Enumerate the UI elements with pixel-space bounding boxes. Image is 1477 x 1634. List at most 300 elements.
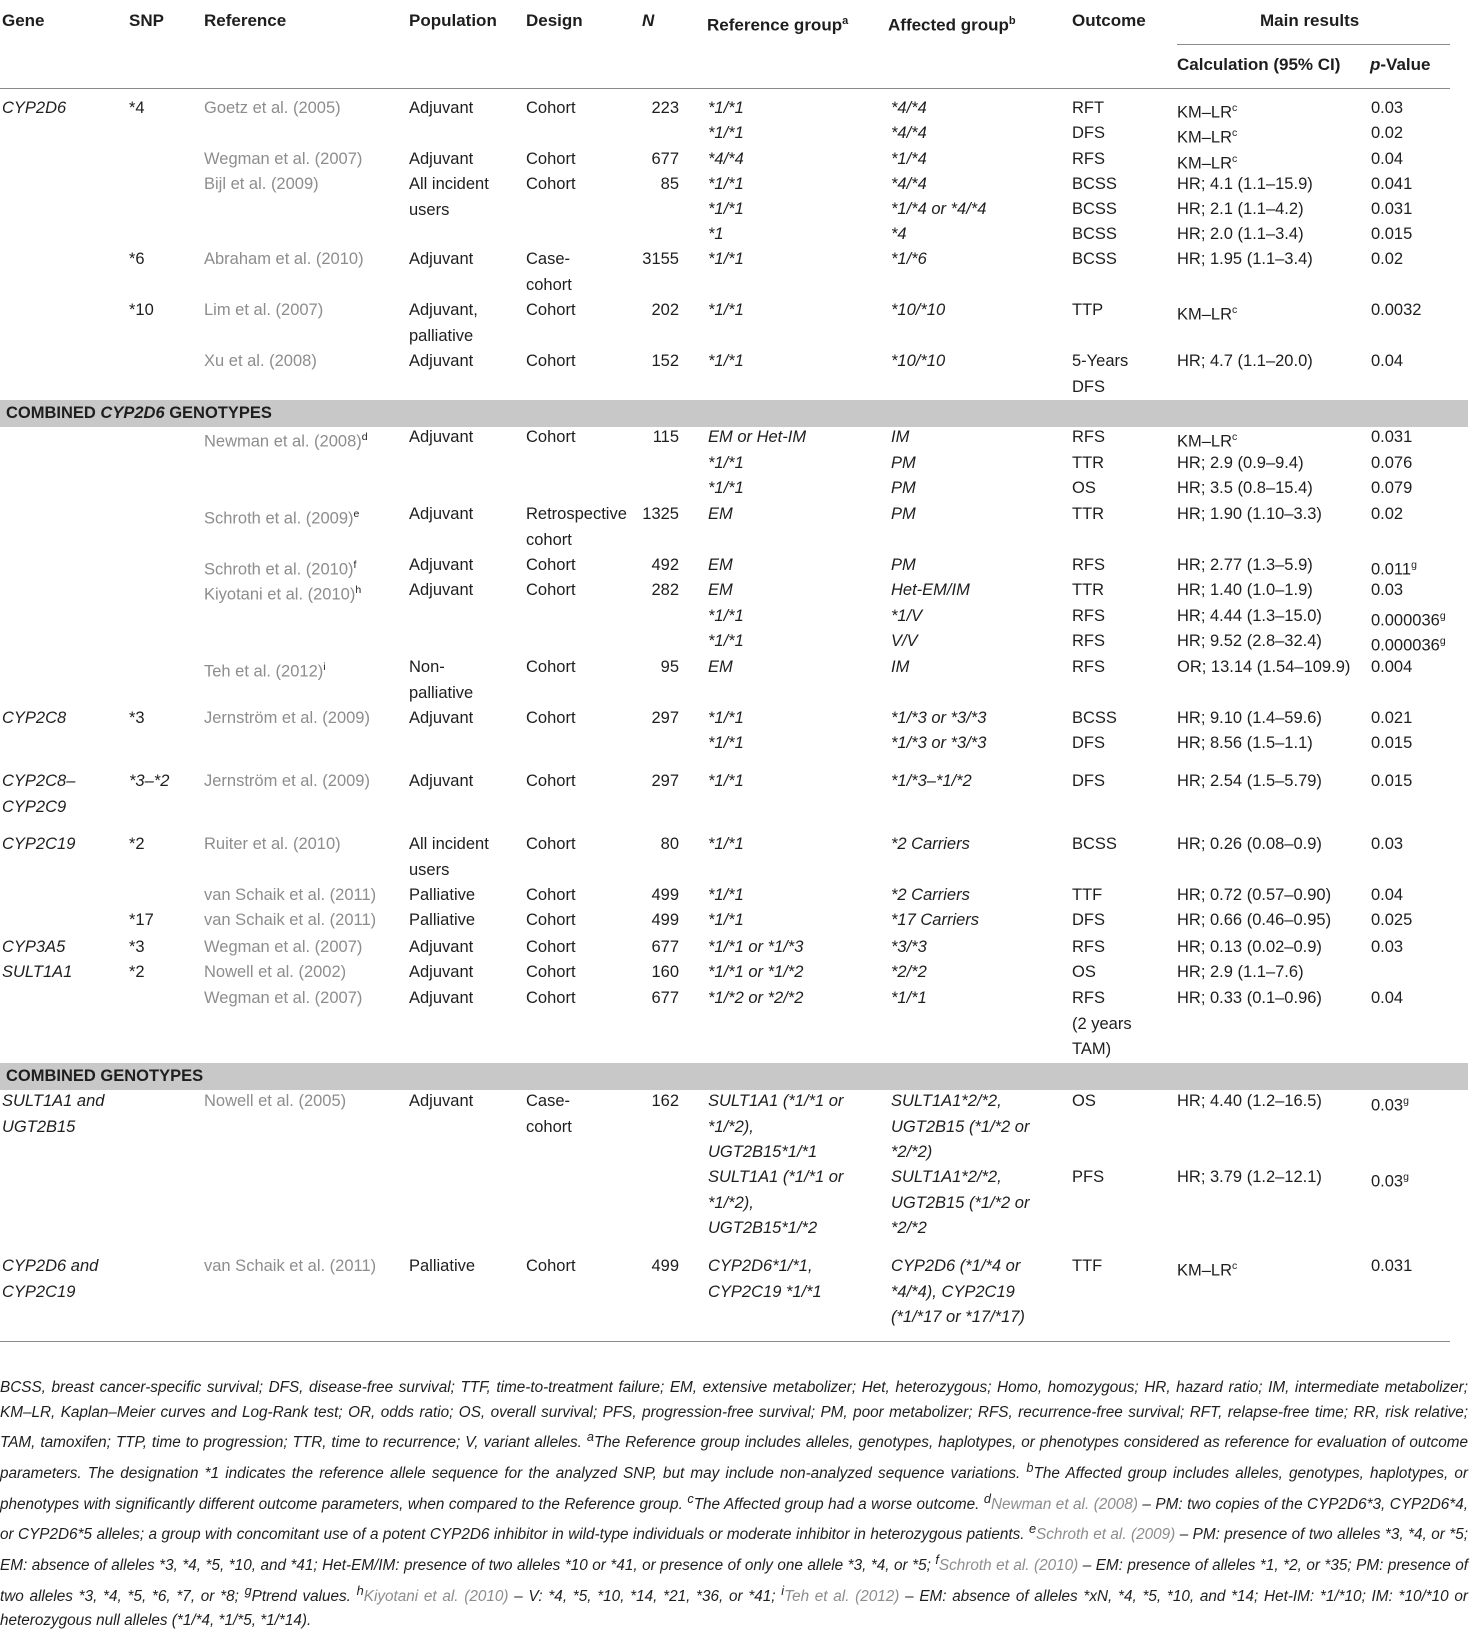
cell-design: Cohort — [526, 581, 576, 599]
cell-gene: CYP3A5 — [2, 938, 66, 956]
cell-outcome: DFS — [1072, 911, 1105, 929]
cell-p: 0.031 — [1371, 200, 1413, 218]
cell-ag: *2/*2) — [891, 1143, 933, 1162]
cell-gene: CYP2D6 and — [2, 1257, 99, 1275]
cell-rg: *1/*1 — [708, 250, 744, 268]
cell-calc: $KM-LR^c$ — [1177, 1260, 1238, 1280]
cell-calc: $KM-LR^c$ — [1177, 127, 1238, 147]
cell-pop: Adjuvant — [409, 772, 474, 790]
cell-p: 0.03 — [1371, 835, 1404, 853]
cell-pop: Adjuvant — [409, 428, 474, 446]
cell-rg: CYP2D6*1/*1, — [708, 1257, 813, 1275]
cell-ag: *2/*2 — [891, 963, 927, 981]
cell-rg: *1 — [708, 225, 724, 243]
cell-p: 0.031 — [1371, 1257, 1413, 1275]
cell-outcome: 5-Years — [1072, 352, 1129, 370]
cell-design: cohort — [526, 530, 572, 549]
cell-calc: HR; 0.13 (0.02–0.9) — [1177, 938, 1322, 956]
cell-gene: CYP2C19 — [2, 1282, 76, 1301]
cell-ref[interactable]: Jernström et al. (2009) — [204, 709, 370, 727]
cell-rg: EM or Het-IM — [708, 428, 807, 446]
cell-ref[interactable]: Wegman et al. (2007) — [204, 938, 363, 956]
cell-design: Cohort — [526, 938, 576, 956]
cell-p: 0.02 — [1371, 124, 1404, 142]
cell-n: 152 — [651, 352, 679, 370]
footnote-f: – EM: presence of alleles *1, *2, or *35; PM: presence of two alleles *3, *4, *5, *6, *7, or *8; — [0, 1557, 1469, 1605]
cell-ag: IM — [891, 658, 910, 676]
cell-n: 499 — [651, 886, 679, 904]
cell-p: 0.025 — [1371, 911, 1413, 929]
cell-rg: EM — [708, 556, 733, 574]
cell-p: 0.000036$^g$ — [1371, 610, 1446, 630]
cell-n: 202 — [651, 301, 679, 319]
cell-pop: Adjuvant — [409, 505, 474, 523]
cell-design: Case- — [526, 1092, 571, 1110]
cell-gene: CYP2D6 — [2, 99, 67, 117]
header-reference-group: Reference group$^a$ — [707, 15, 849, 35]
cell-p: 0.015 — [1371, 734, 1413, 752]
cell-rg: *1/*1 — [708, 607, 744, 625]
cell-snp: *3 — [129, 938, 145, 956]
cell-outcome: OS — [1072, 963, 1096, 981]
cell-outcome: TTR — [1072, 581, 1105, 599]
cell-ref[interactable]: Nowell et al. (2005) — [204, 1092, 347, 1110]
footnote-f-link[interactable]: Schroth et al. (2010) — [938, 1557, 1079, 1575]
cell-p: 0.004 — [1371, 658, 1413, 676]
header-population: Population — [409, 11, 497, 30]
cell-ag: *1/*3 or *3/*3 — [891, 734, 987, 752]
cell-pop: Palliative — [409, 886, 476, 904]
cell-ref[interactable]: van Schaik et al. (2011) — [204, 911, 377, 929]
cell-ref[interactable]: Abraham et al. (2010) — [204, 250, 364, 268]
cell-outcome: TAM) — [1072, 1040, 1112, 1059]
cell-outcome: TTR — [1072, 505, 1105, 523]
cell-rg: *4/*4 — [708, 150, 744, 168]
footnote-b: The Affected group includes alleles, genotypes, haplotypes, or phenotypes with significantly different outcome parameters, when compared to the Reference group. — [0, 1464, 1468, 1513]
cell-calc: HR; 2.54 (1.5–5.79) — [1177, 772, 1322, 790]
cell-rg: *1/*1 — [708, 175, 744, 193]
section-combined-genotypes: COMBINED GENOTYPES — [0, 1063, 1468, 1090]
cell-gene: CYP2C8 — [2, 709, 67, 727]
cell-design: cohort — [526, 1117, 572, 1136]
cell-n: 162 — [651, 1092, 679, 1110]
cell-p: 0.000036$^g$ — [1371, 635, 1446, 655]
cell-pop: Adjuvant — [409, 989, 474, 1007]
cell-snp: *2 — [129, 963, 145, 981]
cell-snp: *3–*2 — [129, 772, 170, 790]
cell-calc: HR; 1.95 (1.1–3.4) — [1177, 250, 1313, 268]
footnote-h-link[interactable]: Kiyotani et al. (2010) — [363, 1587, 509, 1605]
cell-p: 0.02 — [1371, 250, 1404, 268]
cell-ag: *1/V — [891, 607, 923, 625]
cell-outcome: RFS — [1072, 556, 1105, 574]
cell-calc: HR; 0.72 (0.57–0.90) — [1177, 886, 1332, 904]
cell-ag: V/V — [891, 632, 918, 650]
cell-rg: *1/*2 or *2/*2 — [708, 989, 804, 1007]
cell-outcome: BCSS — [1072, 835, 1117, 853]
footnote-g: Ptrend values. — [251, 1587, 351, 1605]
header-calculation: Calculation (95% CI) — [1177, 55, 1341, 74]
cell-p: 0.03$^g$ — [1371, 1095, 1409, 1115]
cell-n: 95 — [660, 658, 679, 676]
cell-ag: *4/*4 — [891, 175, 927, 193]
cell-calc: HR; 1.90 (1.10–3.3) — [1177, 505, 1322, 523]
cell-gene: CYP2C9 — [2, 797, 67, 816]
cell-snp: *17 — [129, 911, 154, 929]
footnote-i: – EM: absence of alleles *xN, *4, *5, *10, and *14; Het-IM: *1/*10; IM: *10/*10 or heterozygous null alleles (*1/*4, *1/*5, *1/*14). — [0, 1587, 1469, 1630]
footnote-d: – PM: two copies of the CYP2D6*3, CYP2D6*4, or CYP2D6*5 alleles; a group with concomitant use of a potent CYP2D6 inhibitor in wild-type individuals or moderate inhibitor in heterozygous patients. — [0, 1495, 1468, 1544]
cell-calc: HR; 4.1 (1.1–15.9) — [1177, 175, 1313, 193]
cell-gene: CYP2C8– — [2, 772, 76, 790]
cell-pop: Palliative — [409, 911, 476, 929]
cell-calc: HR; 3.5 (0.8–15.4) — [1177, 479, 1313, 497]
cell-design: Cohort — [526, 835, 576, 853]
cell-ref[interactable]: van Schaik et al. (2011) — [204, 1257, 377, 1275]
cell-outcome: TTR — [1072, 454, 1105, 472]
cell-snp: *6 — [129, 250, 145, 268]
cell-pop: Palliative — [409, 1257, 476, 1275]
cell-p: 0.076 — [1371, 454, 1413, 472]
cell-outcome: TTF — [1072, 886, 1103, 904]
header-reference: Reference — [204, 11, 287, 30]
header-n: N — [642, 11, 655, 30]
cell-rg: *1/*1 — [708, 835, 744, 853]
cell-rg: *1/*1 — [708, 911, 744, 929]
cell-calc: $KM-LR^c$ — [1177, 153, 1238, 173]
cell-rg: *1/*1 — [708, 479, 744, 497]
cell-gene: SULT1A1 — [2, 963, 73, 981]
cell-calc: HR; 3.79 (1.2–12.1) — [1177, 1168, 1322, 1186]
cell-ag: *1/*4 or *4/*4 — [891, 200, 987, 218]
cell-design: Case- — [526, 250, 571, 268]
cell-outcome: OS — [1072, 479, 1096, 497]
cell-ag: *1/*4 — [891, 150, 927, 168]
cell-design: Cohort — [526, 301, 576, 319]
cell-outcome: (2 years — [1072, 1014, 1132, 1033]
cell-ref[interactable]: Wegman et al. (2007) — [204, 989, 363, 1007]
cell-p: 0.011$^g$ — [1371, 559, 1417, 579]
cell-rg: SULT1A1 (*1/*1 or — [708, 1168, 844, 1186]
cell-p: 0.079 — [1371, 479, 1413, 497]
cell-outcome: RFS — [1072, 150, 1105, 168]
cell-outcome: TTP — [1072, 301, 1104, 319]
cell-n: 297 — [651, 772, 679, 790]
cell-design: Cohort — [526, 772, 576, 790]
cell-snp: *3 — [129, 709, 145, 727]
cell-ag: Het-EM/IM — [891, 581, 970, 599]
cell-p: 0.04 — [1371, 989, 1404, 1007]
cell-pop: Adjuvant — [409, 556, 474, 574]
cell-design: Retrospective — [526, 505, 627, 523]
cell-n: 1325 — [642, 505, 679, 523]
cell-ag: SULT1A1*2/*2, — [891, 1092, 1002, 1110]
cell-n: 80 — [660, 835, 679, 853]
cell-n: 3155 — [642, 250, 679, 268]
cell-p: 0.02 — [1371, 505, 1404, 523]
cell-design: Cohort — [526, 150, 576, 168]
cell-rg: EM — [708, 505, 733, 523]
cell-design: cohort — [526, 275, 572, 294]
cell-ag: CYP2D6 (*1/*4 or — [891, 1257, 1021, 1275]
cell-pop: Non- — [409, 658, 445, 676]
cell-rg: *1/*1 or *1/*3 — [708, 938, 804, 956]
cell-outcome: RFS — [1072, 989, 1105, 1007]
cell-ag: *4/*4 — [891, 124, 927, 142]
cell-p: 0.03 — [1371, 99, 1404, 117]
cell-n: 677 — [651, 989, 679, 1007]
cell-ref[interactable]: Nowell et al. (2002) — [204, 963, 347, 981]
cell-ag: PM — [891, 454, 916, 472]
footnote-d-link[interactable]: Newman et al. (2008) — [990, 1495, 1138, 1513]
cell-rg: *1/*1 — [708, 734, 744, 752]
cell-pop: Adjuvant — [409, 352, 474, 370]
cell-p: 0.031 — [1371, 428, 1413, 446]
cell-ag: PM — [891, 505, 916, 523]
cell-ag: *2/*2 — [891, 1219, 927, 1238]
cell-rg: UGT2B15*1/*1 — [708, 1143, 818, 1162]
header-design: Design — [526, 11, 583, 30]
footnote-abbreviations: BCSS, breast cancer-specific survival; DFS, disease-free survival; TTF, time-to-treatment failure; EM, extensive metabolizer; Het, heterozygous; Homo, homozygous; HR, hazard ratio; IM, intermediate metabolizer; KM–LR, Kaplan–Meier curves and Log-Rank test; OR, odds ratio; OS, overall survival; PFS, progression-free survival; PM, poor metabolizer; RFS, recurrence-free survival; RFT, relapse-free time; RR, risk relative; TAM, tamoxifen; TTP, time to progression; TTR, time to recurrence; V, variant alleles. — [0, 1379, 1468, 1452]
cell-outcome: BCSS — [1072, 225, 1117, 243]
cell-outcome: RFS — [1072, 632, 1105, 650]
cell-n: 223 — [651, 99, 679, 117]
cell-ag: *4/*4 — [891, 99, 927, 117]
cell-outcome: RFS — [1072, 607, 1105, 625]
cell-gene: CYP2C19 — [2, 835, 76, 853]
cell-ag: *4/*4), CYP2C19 — [891, 1282, 1015, 1301]
cell-calc: HR; 8.56 (1.5–1.1) — [1177, 734, 1313, 752]
cell-outcome: PFS — [1072, 1168, 1105, 1186]
cell-pop: palliative — [409, 683, 474, 702]
cell-n: 297 — [651, 709, 679, 727]
cell-design: Cohort — [526, 911, 576, 929]
header-gene: Gene — [2, 11, 45, 30]
cell-ag: *1/*6 — [891, 250, 927, 268]
header-snp: SNP — [129, 11, 164, 30]
cell-design: Cohort — [526, 99, 576, 117]
cell-ref[interactable]: Lim et al. (2007) — [204, 301, 324, 319]
cell-calc: HR; 2.77 (1.3–5.9) — [1177, 556, 1313, 574]
cell-calc: HR; 4.40 (1.2–16.5) — [1177, 1092, 1322, 1110]
cell-calc: HR; 0.33 (0.1–0.96) — [1177, 989, 1322, 1007]
cell-ag: *2 Carriers — [891, 886, 970, 904]
cell-p: 0.021 — [1371, 709, 1413, 727]
cell-pop: Adjuvant — [409, 150, 474, 168]
cell-rg: *1/*1 — [708, 200, 744, 218]
cell-ag: PM — [891, 479, 916, 497]
cell-ag: *2 Carriers — [891, 835, 970, 853]
cell-pop: Adjuvant — [409, 250, 474, 268]
cell-p: 0.04 — [1371, 886, 1404, 904]
cell-ref[interactable]: Jernström et al. (2009) — [204, 772, 370, 790]
cell-design: Cohort — [526, 709, 576, 727]
cell-rg: EM — [708, 658, 733, 676]
cell-pop: Adjuvant, — [409, 301, 478, 319]
cell-rg: *1/*1 — [708, 772, 744, 790]
cell-p: 0.03 — [1371, 938, 1404, 956]
cell-outcome: DFS — [1072, 734, 1105, 752]
cell-design: Cohort — [526, 963, 576, 981]
cell-gene: UGT2B15 — [2, 1117, 76, 1136]
cell-rg: EM — [708, 581, 733, 599]
cell-ref[interactable]: van Schaik et al. (2011) — [204, 886, 377, 904]
cell-gene: SULT1A1 and — [2, 1092, 105, 1110]
cell-pop: users — [409, 860, 450, 879]
header-main-results: Main results — [1260, 11, 1360, 30]
cell-p: 0.03 — [1371, 581, 1404, 599]
cell-p: 0.03$^g$ — [1371, 1171, 1409, 1191]
cell-calc: HR; 9.10 (1.4–59.6) — [1177, 709, 1322, 727]
cell-rg: *1/*1 — [708, 454, 744, 472]
cell-rg: *1/*1 — [708, 124, 744, 142]
cell-n: 499 — [651, 1257, 679, 1275]
cell-ref[interactable]: Goetz et al. (2005) — [204, 99, 341, 117]
cell-ag: *17 Carriers — [891, 911, 980, 929]
cell-n: 499 — [651, 911, 679, 929]
cell-n: 160 — [651, 963, 679, 981]
cell-ag: UGT2B15 (*1/*2 or — [891, 1117, 1030, 1136]
cell-calc: HR; 0.26 (0.08–0.9) — [1177, 835, 1322, 853]
cell-design: Cohort — [526, 658, 576, 676]
footnote-e: – PM: presence of two alleles *3, *4, or *5; EM: absence of alleles *3, *4, *5, *10, and *41; Het-EM/IM: presence of two alleles *10 or *41, or presence of only one allele *3, *4, or *5; — [0, 1526, 1469, 1575]
cell-rg: *1/*1 — [708, 632, 744, 650]
cell-n: 115 — [652, 428, 679, 446]
cell-ref[interactable]: Teh et al. $(2012)^i$ — [204, 661, 326, 681]
cell-rg: *1/*1 — [708, 709, 744, 727]
cell-ag: IM — [891, 428, 910, 446]
cell-snp: *2 — [129, 835, 145, 853]
cell-rg: *1/*2), — [708, 1193, 754, 1212]
footnote-c: The Affected group had a worse outcome. — [693, 1495, 980, 1513]
cell-outcome: TTF — [1072, 1257, 1103, 1275]
cell-snp: *4 — [129, 99, 145, 117]
cell-calc: OR; 13.14 (1.54–109.9) — [1177, 658, 1351, 676]
cell-pop: users — [409, 200, 450, 219]
cell-pop: Adjuvant — [409, 709, 474, 727]
cell-outcome: BCSS — [1072, 200, 1117, 218]
cell-p: 0.015 — [1371, 772, 1413, 790]
cell-ag: *1/*3 or *3/*3 — [891, 709, 987, 727]
cell-ag: *1/*3–*1/*2 — [891, 772, 972, 790]
cell-pop: Adjuvant — [409, 1092, 474, 1110]
cell-ref[interactable]: Newman et al. $(2008)^d$ — [204, 431, 368, 451]
header-pvalue: p-Value — [1370, 55, 1431, 74]
cell-ag: *10/*10 — [891, 301, 946, 319]
cell-ag: UGT2B15 (*1/*2 or — [891, 1193, 1030, 1212]
cell-outcome: BCSS — [1072, 250, 1117, 268]
cell-pop: All incident — [409, 835, 489, 853]
cell-calc: $KM-LR^c$ — [1177, 431, 1238, 451]
cell-calc: HR; 2.9 (1.1–7.6) — [1177, 963, 1304, 981]
cell-outcome: DFS — [1072, 772, 1105, 790]
cell-design: Cohort — [526, 428, 576, 446]
cell-pop: palliative — [409, 326, 474, 345]
cell-rg: *1/*1 — [708, 99, 744, 117]
header-bottom-rule — [0, 88, 1450, 89]
cell-outcome: OS — [1072, 1092, 1096, 1110]
cell-rg: CYP2C19 *1/*1 — [708, 1282, 822, 1301]
cell-calc: HR; 2.9 (0.9–9.4) — [1177, 454, 1304, 472]
cell-design: Cohort — [526, 352, 576, 370]
cell-outcome: RFT — [1072, 99, 1105, 117]
cell-n: 85 — [660, 175, 679, 193]
cell-design: Cohort — [526, 886, 576, 904]
cell-outcome: BCSS — [1072, 175, 1117, 193]
cell-ag: PM — [891, 556, 916, 574]
cell-pop: Adjuvant — [409, 938, 474, 956]
cell-ag: *4 — [891, 225, 907, 243]
table-footnotes: BCSS, breast cancer-specific survival; DFS, disease-free survival; TTF, time-to-treatment failure; EM, extensive metabolizer; Het, heterozygous; Homo, homozygous; HR, hazard ratio; IM, intermediate metabolizer; KM–LR, Kaplan–Meier curves and Log-Rank test; OR, odds ratio; OS, overall survival; PFS, progression-free survival; PM, poor metabolizer; RFS, recurrence-free survival; RFT, relapse-free time; RR, risk relative; TAM, tamoxifen; TTP, time to progression; TTR, time to recurrence; V, variant alleles. $^a$The Reference group includes alleles, genotypes, haplotypes, or phenotypes considered as reference for evaluation of outcome parameters. The designation *1 indicates the reference allele sequence for the analyzed SNP, but may include non-analyzed sequence variations. $^b$The Affected group includes alleles, genotypes, haplotypes, or phenotypes with significantly different outcome parameters, when compared to the Reference group. $^c$The Affected group had a worse outcome. $^d$Newman et al. (2008) – PM: two copies of the CYP2D6*3, CYP2D6*4, or CYP2D6*5 alleles; a group with concomitant use of a potent CYP2D6 inhibitor in wild-type individuals or moderate inhibitor in heterozygous patients. $^e$Schroth et al. (2009) – PM: presence of two alleles *3, *4, or *5; EM: absence of alleles *3, *4, *5, *10, and *41; Het-EM/IM: presence of two alleles *10 or *41, or presence of only one allele *3, *4, or *5; $^f$Schroth et al. (2010) – EM: presence of alleles *1, *2, or *35; PM: presence of two alleles *3, *4, *5, *6, *7, or *8; $^g$Ptrend values. $^h$Kiyotani et al. (2010) – V: *4, *5, *10, *14, *21, *36, or *41; $^i$Teh et al. (2012) – EM: absence of alleles *xN, *4, *5, *10, and *14; Het-IM: *1/*10; IM: *10/*10 or heterozygous null alleles (*1/*4, *1/*5, *1/*14). — [0, 1379, 1469, 1630]
footnote-e-link[interactable]: Schroth et al. (2009) — [1036, 1526, 1176, 1544]
footnote-i-link[interactable]: Teh et al. (2012) — [784, 1587, 900, 1605]
cell-outcome: RFS — [1072, 658, 1105, 676]
cell-rg: UGT2B15*1/*2 — [708, 1219, 818, 1238]
cell-rg: *1/*2), — [708, 1117, 754, 1136]
cell-pop: Adjuvant — [409, 99, 474, 117]
cell-ag: *3/*3 — [891, 938, 927, 956]
cell-rg: SULT1A1 (*1/*1 or — [708, 1092, 844, 1110]
cell-p: 0.041 — [1371, 175, 1413, 193]
cell-design: Cohort — [526, 175, 576, 193]
cell-calc: HR; 1.40 (1.0–1.9) — [1177, 581, 1313, 599]
cell-n: 677 — [651, 938, 679, 956]
section-combined-cyp2d6: COMBINED CYP2D6 GENOTYPES — [0, 400, 1468, 427]
cell-rg: *1/*1 — [708, 886, 744, 904]
cell-rg: *1/*1 or *1/*2 — [708, 963, 804, 981]
cell-ref[interactable]: Schroth et al. $(2009)^e$ — [204, 508, 360, 528]
cell-calc: HR; 2.1 (1.1–4.2) — [1177, 200, 1304, 218]
cell-n: 677 — [651, 150, 679, 168]
cell-n: 282 — [651, 581, 679, 599]
cell-calc: HR; 2.0 (1.1–3.4) — [1177, 225, 1304, 243]
cell-p: 0.015 — [1371, 225, 1413, 243]
table-bottom-rule — [0, 1341, 1450, 1342]
cell-outcome: DFS — [1072, 124, 1105, 142]
cell-ref[interactable]: Schroth et al. $(2010)^f$ — [204, 559, 357, 579]
cell-ref[interactable]: Kiyotani et al. $(2010)^h$ — [204, 584, 362, 604]
cell-ref[interactable]: Ruiter et al. (2010) — [204, 835, 341, 853]
header-outcome: Outcome — [1072, 11, 1146, 30]
cell-ag: (*1/*17 or *17/*17) — [891, 1308, 1025, 1327]
footnote-h: – V: *4, *5, *10, *14, *21, *36, or *41; — [508, 1587, 776, 1605]
cell-calc: HR; 9.52 (2.8–32.4) — [1177, 632, 1322, 650]
cell-calc: $KM-LR^c$ — [1177, 102, 1238, 122]
cell-design: Cohort — [526, 556, 576, 574]
cell-rg: *1/*1 — [708, 301, 744, 319]
footnote-a: The Reference group includes alleles, genotypes, haplotypes, or phenotypes considered as reference for evaluation of outcome parameters. The designation *1 indicates the reference allele sequence for the analyzed SNP, but may include non-analyzed sequence variations. — [0, 1434, 1469, 1482]
cell-calc: HR; 4.44 (1.3–15.0) — [1177, 607, 1322, 625]
cell-outcome: RFS — [1072, 938, 1105, 956]
cell-pop: Adjuvant — [409, 581, 474, 599]
cell-outcome: RFS — [1072, 428, 1105, 446]
header-subrule — [1177, 44, 1450, 45]
cell-design: Cohort — [526, 1257, 576, 1275]
cell-pop: Adjuvant — [409, 963, 474, 981]
cell-ref[interactable]: Wegman et al. (2007) — [204, 150, 363, 168]
header-affected-group: Affected group$^b$ — [888, 15, 1016, 35]
cell-n: 492 — [651, 556, 679, 574]
cell-ref[interactable]: Bijl et al. (2009) — [204, 175, 319, 193]
cell-p: 0.0032 — [1371, 301, 1422, 319]
cell-ag: *10/*10 — [891, 352, 946, 370]
cell-pop: All incident — [409, 175, 489, 193]
cell-ref[interactable]: Xu et al. (2008) — [204, 352, 317, 370]
cell-ag: SULT1A1*2/*2, — [891, 1168, 1002, 1186]
cell-calc: HR; 4.7 (1.1–20.0) — [1177, 352, 1313, 370]
cell-ag: *1/*1 — [891, 989, 927, 1007]
cell-p: 0.04 — [1371, 150, 1404, 168]
cell-calc: HR; 0.66 (0.46–0.95) — [1177, 911, 1332, 929]
